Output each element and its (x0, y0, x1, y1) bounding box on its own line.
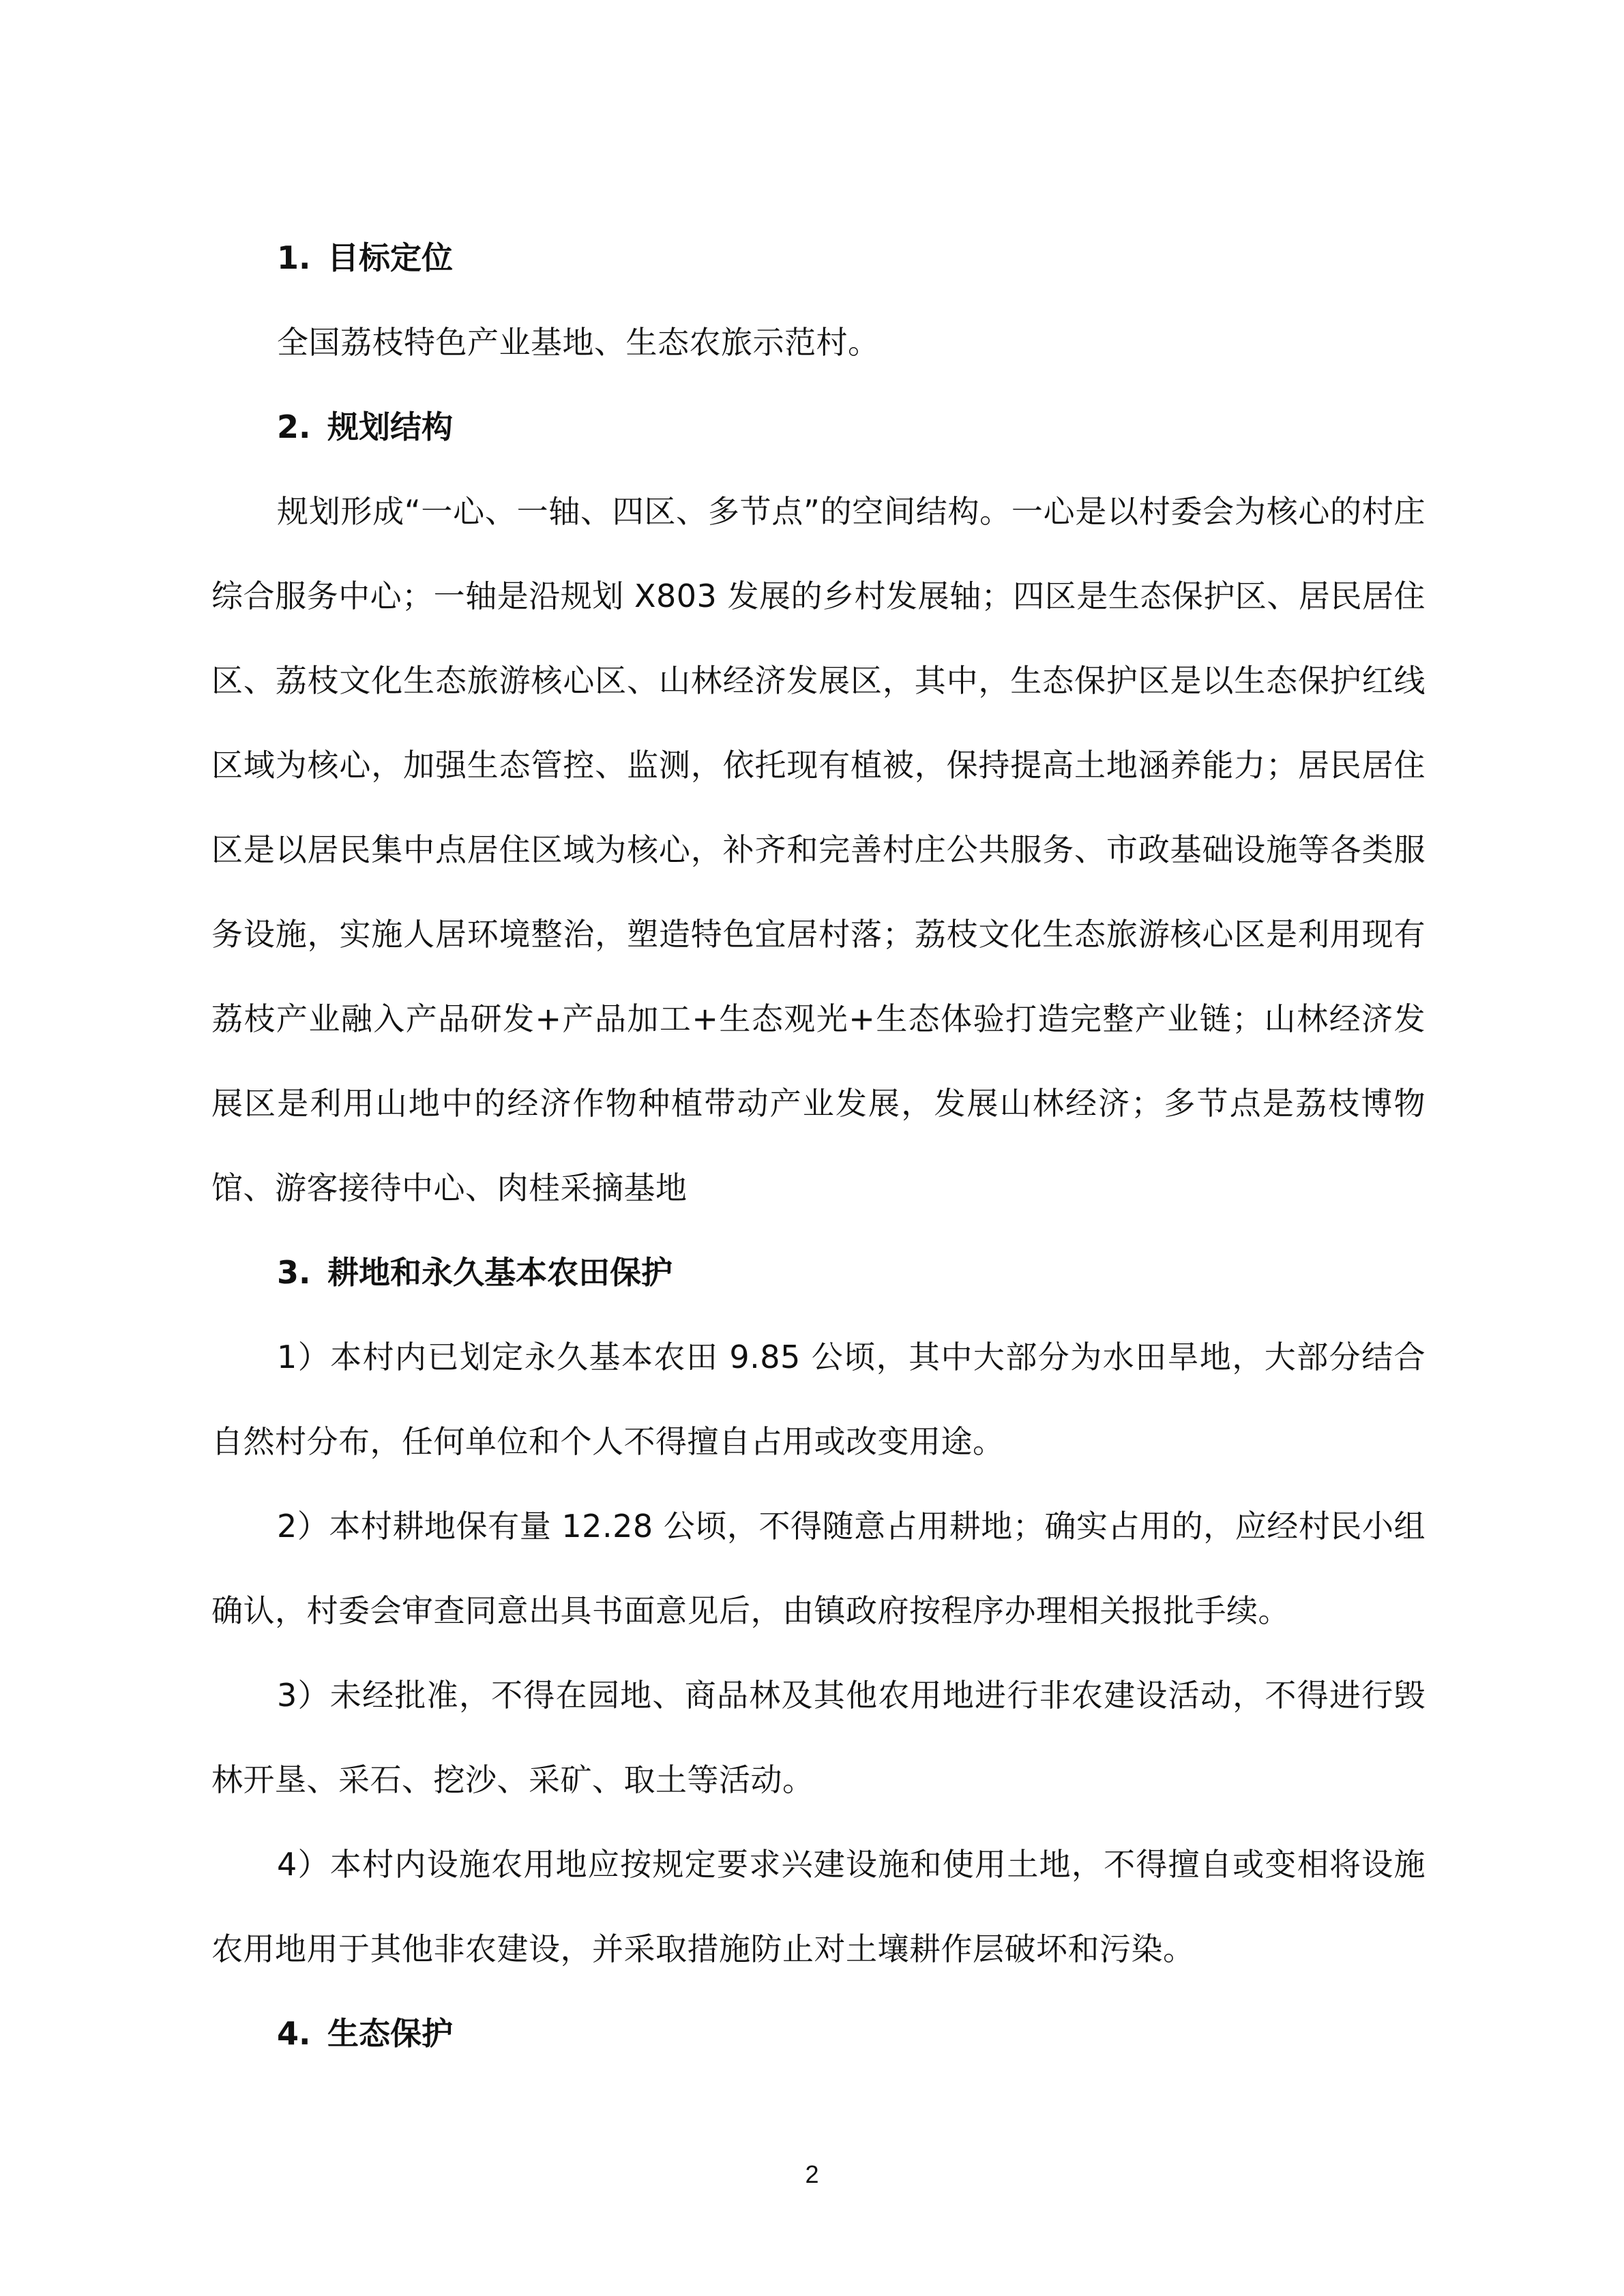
section-number: 4. (277, 2015, 311, 2052)
paragraph: 1）本村内已划定永久基本农田 9.85 公顷，其中大部分为水田旱地，大部分结合自然村分布，任何单位和个人不得擅自占用或改变用途。 (211, 1339, 1426, 1460)
section-number: 2. (277, 408, 311, 445)
section-title: 生态保护 (327, 2015, 453, 2052)
section-title: 耕地和永久基本农田保护 (327, 1254, 673, 1291)
section-number: 1. (277, 239, 311, 276)
section-heading (211, 215, 1426, 300)
document-body (211, 215, 1426, 2076)
section-heading (211, 1230, 1426, 1315)
page-number: 2 (805, 2160, 819, 2188)
paragraph: 4）本村内设施农用地应按规定要求兴建设施和使用土地，不得擅自或变相将设施农用地用于其他非农建设，并采取措施防止对土壤耕作层破坏和污染。 (211, 1846, 1426, 1967)
paragraph: 3）未经批准，不得在园地、商品林及其他农用地进行非农建设活动，不得进行毁林开垦、采石、挖沙、采矿、取土等活动。 (211, 1677, 1426, 1798)
paragraph: 规划形成“一心、一轴、四区、多节点”的空间结构。一心是以村委会为核心的村庄综合服务中心；一轴是沿规划 X803 发展的乡村发展轴；四区是生态保护区、居民居住区、荔枝文化生态旅游核心区、山林经济发展区，其中，生态保护区是以生态保护红线区域为核心，加强生态管控、监测，依托现有植被，保持提高土地涵养能力；居民居住区是以居民集中点居住区域为核心，补齐和完善村庄公共服务、市政基础设施等各类服务设施，实施人居环境整治，塑造特色宜居村落；荔枝文化生态旅游核心区是利用现有荔枝产业融入产品研发+产品加工+生态观光+生态体验打造完整产业链；山林经济发展区是利用山地中的经济作物种植带动产业发展，发展山林经济；多节点是荔枝博物馆、游客接待中心、肉桂采摘基地 (211, 493, 1426, 1206)
section-heading (211, 385, 1426, 469)
section-heading (211, 1991, 1426, 2076)
paragraph: 全国荔枝特色产业基地、生态农旅示范村。 (277, 324, 880, 361)
section-number: 3. (277, 1254, 311, 1291)
section-title: 规划结构 (327, 408, 453, 445)
section-title: 目标定位 (327, 239, 453, 276)
paragraph: 2）本村耕地保有量 12.28 公顷，不得随意占用耕地；确实占用的，应经村民小组确认，村委会审查同意出具书面意见后，由镇政府按程序办理相关报批手续。 (211, 1508, 1426, 1629)
